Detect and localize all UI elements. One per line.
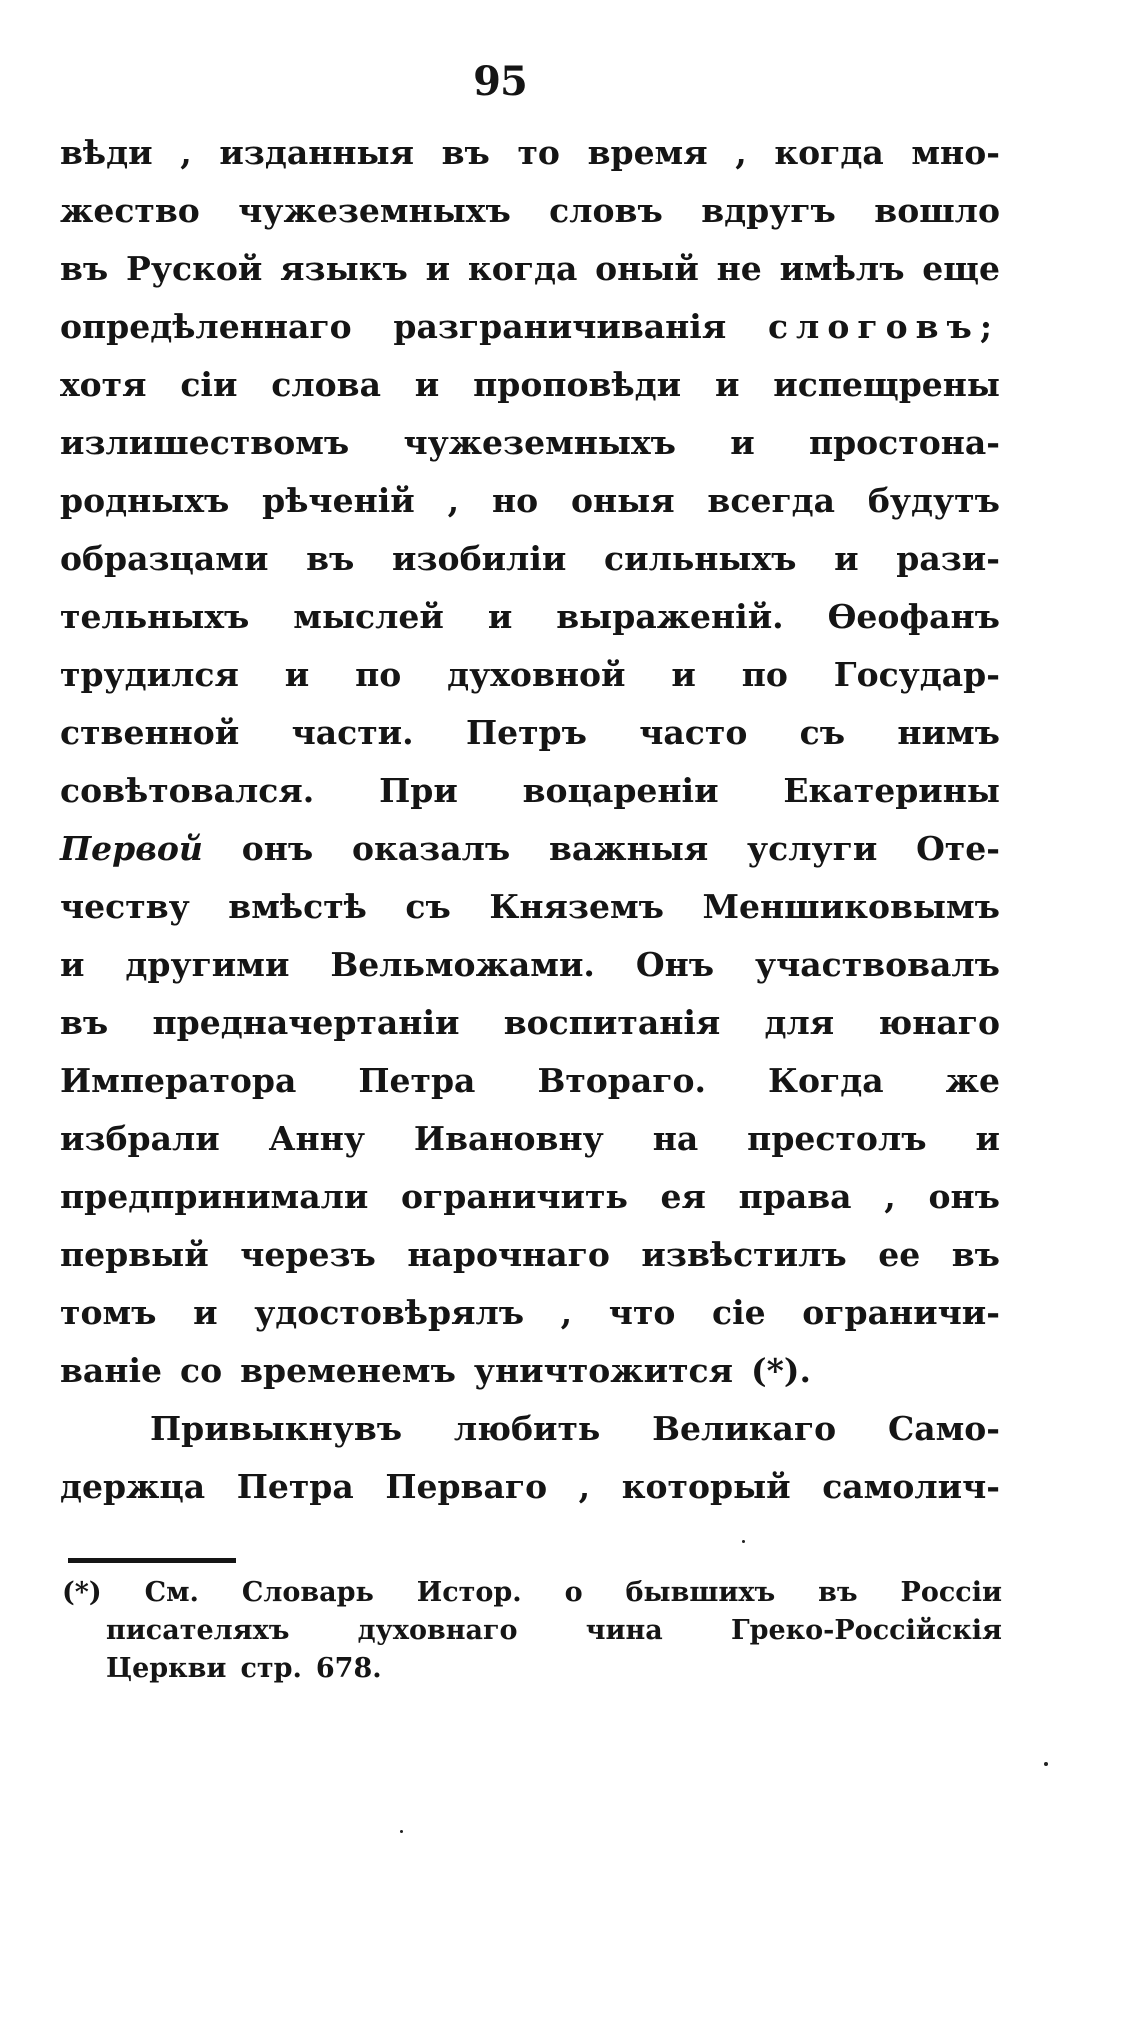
word: и — [193, 1293, 218, 1332]
text-line — [60, 588, 1000, 646]
word: еще — [922, 249, 1000, 288]
word: Меншиковымъ — [702, 887, 1000, 926]
text-line — [60, 1284, 1000, 1342]
word: другими — [125, 945, 290, 984]
word: Греко-Россійскія — [730, 1615, 1002, 1646]
word: Втораго. — [537, 1061, 706, 1100]
word: Екатерины — [783, 771, 1000, 810]
word: въ — [818, 1577, 858, 1608]
word: тельныхъ — [60, 597, 250, 636]
word: Россіи — [900, 1577, 1002, 1608]
word: рази- — [896, 539, 1000, 578]
word: изданныя — [219, 133, 415, 172]
word: Анну — [268, 1119, 365, 1158]
word: Княземъ — [489, 887, 664, 926]
word: въ — [60, 1003, 109, 1042]
word: и — [425, 249, 451, 288]
text-line — [60, 240, 1000, 298]
word: мыслей — [293, 597, 444, 636]
word: для — [764, 1003, 835, 1042]
word: но — [491, 481, 539, 520]
text-line — [60, 414, 1000, 472]
word: части. — [291, 713, 414, 752]
text-line — [60, 356, 1000, 414]
word: ваніе — [60, 1351, 162, 1390]
word: по — [355, 655, 402, 694]
word: образцами — [60, 539, 269, 578]
text-line — [60, 182, 1000, 240]
word: и — [975, 1119, 1000, 1158]
text-line — [60, 1110, 1000, 1168]
footnote-line — [62, 1612, 1002, 1650]
word: же — [945, 1061, 1000, 1100]
word: и — [284, 655, 310, 694]
text-line — [60, 1458, 1000, 1516]
word: и — [60, 945, 85, 984]
word: разграничиванія — [393, 307, 727, 346]
word: уничтожится — [473, 1351, 733, 1390]
word: чужеземныхъ — [403, 423, 676, 462]
text-line — [60, 1226, 1000, 1284]
word: , — [560, 1293, 573, 1332]
word: вѣди — [60, 133, 153, 172]
word: и — [730, 423, 755, 462]
word: что — [608, 1293, 676, 1332]
word: Ивановну — [413, 1119, 604, 1158]
text-line — [60, 530, 1000, 588]
word: (*). — [751, 1351, 811, 1390]
word: 678. — [315, 1653, 382, 1684]
word: ограничи- — [802, 1293, 1000, 1332]
word: который — [621, 1467, 791, 1506]
word: со — [180, 1351, 223, 1390]
word: сильныхъ — [604, 539, 797, 578]
word: , — [884, 1177, 896, 1216]
word: бывшихъ — [625, 1577, 776, 1608]
word: онъ — [241, 829, 314, 868]
word: оказалъ — [351, 829, 511, 868]
word: Онъ — [635, 945, 715, 984]
word: сіи — [180, 365, 238, 404]
word: въ — [306, 539, 355, 578]
word: когда — [467, 249, 578, 288]
word: нарочнаго — [407, 1235, 610, 1274]
word: когда — [774, 133, 884, 172]
word: будутъ — [867, 481, 1000, 520]
word: то — [517, 133, 560, 172]
text-line — [60, 124, 1000, 182]
word: Петра — [358, 1061, 476, 1100]
word: , — [447, 481, 460, 520]
word: часто — [639, 713, 748, 752]
word: вошло — [874, 191, 1000, 230]
word: любить — [453, 1409, 601, 1448]
word: слоговъ; — [767, 307, 1000, 346]
word: Оте- — [916, 829, 1000, 868]
word: время — [587, 133, 708, 172]
word: Привыкнувъ — [150, 1409, 403, 1448]
word: , — [735, 133, 747, 172]
word: важныя — [548, 829, 709, 868]
word: простона- — [808, 423, 1000, 462]
word: совѣтовался. — [60, 771, 315, 810]
word: временемъ — [240, 1351, 456, 1390]
word: первый — [60, 1235, 209, 1274]
word: честву — [60, 887, 190, 926]
text-line — [60, 646, 1000, 704]
word: испещрены — [773, 365, 1000, 404]
word: избрали — [60, 1119, 220, 1158]
word: проповѣди — [473, 365, 682, 404]
word: вдругъ — [701, 191, 836, 230]
paper-speck — [742, 1540, 745, 1543]
word: , — [578, 1467, 591, 1506]
word: стр. — [240, 1653, 302, 1684]
word: рѣченій — [262, 481, 415, 520]
word: ственной — [60, 713, 240, 752]
word: и — [414, 365, 440, 404]
word: воспитанія — [503, 1003, 721, 1042]
word: онъ — [928, 1177, 1000, 1216]
word: Великаго — [652, 1409, 837, 1448]
word: , — [180, 133, 192, 172]
word: ее — [878, 1235, 921, 1274]
word: въ — [951, 1235, 1000, 1274]
text-line — [60, 472, 1000, 530]
word: При — [379, 771, 458, 810]
text-line — [60, 878, 1000, 936]
word: Руской — [126, 249, 263, 288]
text-line — [60, 1168, 1000, 1226]
word: воцареніи — [522, 771, 719, 810]
word: на — [652, 1119, 699, 1158]
word: Петра — [236, 1467, 354, 1506]
word: юнаго — [878, 1003, 1000, 1042]
word: престолъ — [747, 1119, 927, 1158]
word: нимъ — [897, 713, 1000, 752]
word: имѣлъ — [779, 249, 905, 288]
word: извѣстилъ — [641, 1235, 847, 1274]
word: оный — [595, 249, 699, 288]
word: слова — [271, 365, 381, 404]
word: Өеофанъ — [827, 597, 1000, 636]
text-line — [60, 762, 1000, 820]
paper-speck — [1044, 1762, 1048, 1766]
word: языкъ — [280, 249, 408, 288]
footnote-line — [62, 1574, 1002, 1612]
word: (*) — [62, 1577, 102, 1608]
text-line — [60, 994, 1000, 1052]
text-line — [60, 936, 1000, 994]
word: вмѣстѣ — [228, 887, 367, 926]
word: сіе — [712, 1293, 766, 1332]
word: чина — [585, 1615, 663, 1646]
word: изобиліи — [392, 539, 567, 578]
word: Истор. — [416, 1577, 522, 1608]
word: Первой — [60, 829, 203, 868]
word: Словарь — [241, 1577, 374, 1608]
word: Петръ — [465, 713, 587, 752]
word: ея — [660, 1177, 706, 1216]
word: Государ- — [833, 655, 1000, 694]
word: Само- — [887, 1409, 1000, 1448]
word: самолич- — [822, 1467, 1000, 1506]
word: словъ — [549, 191, 663, 230]
word: жество — [60, 191, 200, 230]
footnote-line — [62, 1650, 1002, 1688]
word: мно- — [911, 133, 1000, 172]
text-line — [60, 820, 1000, 878]
footnote-rule — [68, 1558, 236, 1563]
word: родныхъ — [60, 481, 230, 520]
body-text — [60, 124, 1000, 1516]
text-line — [60, 298, 1000, 356]
word: томъ — [60, 1293, 157, 1332]
word: въ — [441, 133, 490, 172]
word: удостовѣрялъ — [254, 1293, 525, 1332]
word: по — [741, 655, 788, 694]
word: предначертаніи — [152, 1003, 460, 1042]
word: держца — [60, 1467, 206, 1506]
word: духовной — [447, 655, 626, 694]
word: и — [671, 655, 696, 694]
text-line — [60, 704, 1000, 762]
word: права — [738, 1177, 852, 1216]
paper-speck — [400, 1830, 403, 1833]
word: Церкви — [106, 1653, 227, 1684]
word: Вельможами. — [330, 945, 595, 984]
word: духовнаго — [357, 1615, 518, 1646]
word: участвовалъ — [754, 945, 1000, 984]
text-line — [60, 1052, 1000, 1110]
word: и — [714, 365, 740, 404]
word: всегда — [707, 481, 836, 520]
word: не — [716, 249, 762, 288]
word: хотя — [60, 365, 147, 404]
text-line — [60, 1400, 1000, 1458]
word: См. — [144, 1577, 199, 1608]
word: и — [487, 597, 513, 636]
word: чужеземныхъ — [238, 191, 511, 230]
word: Когда — [767, 1061, 884, 1100]
word: и — [834, 539, 859, 578]
word: съ — [405, 887, 451, 926]
footnote — [62, 1574, 1002, 1688]
word: Императора — [60, 1061, 297, 1100]
word: Перваго — [385, 1467, 548, 1506]
word: оныя — [570, 481, 675, 520]
word: писателяхъ — [106, 1615, 290, 1646]
word: излишествомъ — [60, 423, 350, 462]
word: черезъ — [240, 1235, 376, 1274]
word: ограничить — [401, 1177, 628, 1216]
text-line — [60, 1342, 1000, 1400]
word: въ — [60, 249, 109, 288]
word: услуги — [746, 829, 878, 868]
word: опредѣленнаго — [60, 307, 352, 346]
word: о — [564, 1577, 583, 1608]
word: трудился — [60, 655, 239, 694]
word: съ — [799, 713, 846, 752]
word: предпринимали — [60, 1177, 369, 1216]
word: выраженій. — [556, 597, 784, 636]
page-number: 95 — [473, 58, 527, 105]
